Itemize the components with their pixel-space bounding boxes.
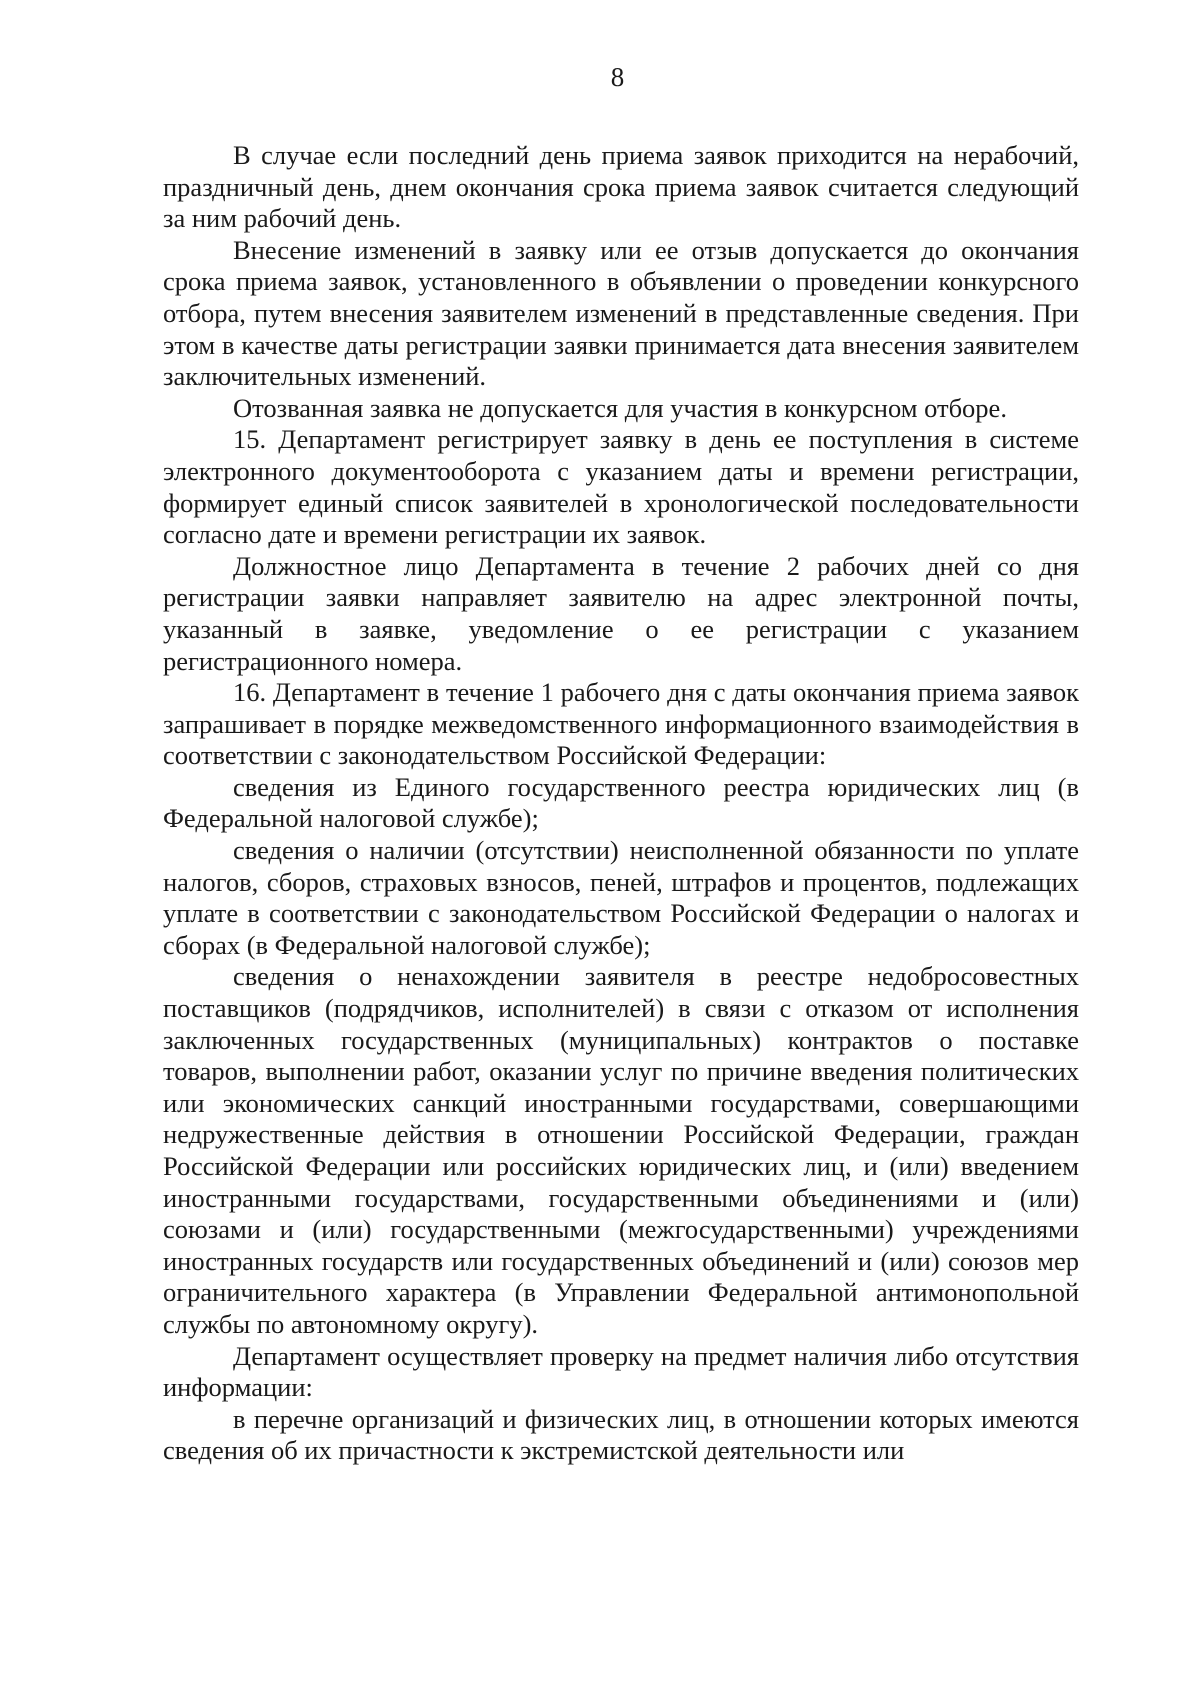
paragraph-unfair-suppliers: сведения о ненахождении заявителя в реестре недобросовестных поставщиков (подрядчиков, исполнителей) в связи с отказом от исполнения заключенных государственных (муниципальных) контрактов о поставке товаров, выполнении работ, оказании услуг по причине введения политических или экономических санкций иностранными государствами, совершающими недружественные действия в отношении Российской Федерации, граждан Российской Федерации или российских юридических лиц, и (или) введением иностранными государствами, государственными объединениями и (или) союзами и (или) государственными (межгосударственными) учреждениями иностранных государств или государственных объединений и (или) союзов мер ограничительного характера (в Управлении Федеральной антимонопольной службы по автономному округу). — [163, 961, 1079, 1339]
paragraph-item-15: 15. Департамент регистрирует заявку в день ее поступления в системе электронного документооборота с указанием даты и времени регистрации, формирует единый список заявителей в хронологической последовательности согласно дате и времени регистрации их заявок. — [163, 424, 1079, 550]
paragraph-extremism-list: в перечне организаций и физических лиц, в отношении которых имеются сведения об их причастности к экстремистской деятельности или — [163, 1403, 1079, 1466]
paragraph-withdrawn-application: Отозванная заявка не допускается для участия в конкурсном отборе. — [233, 392, 1007, 423]
paragraph-application-changes: Внесение изменений в заявку или ее отзыв допускается до окончания срока приема заявок, установленного в объявлении о проведении конкурсного отбора, путем внесения заявителем изменений в представленные сведения. При этом в качестве даты регистрации заявки принимается дата внесения заявителем заключительных изменений. — [163, 234, 1079, 392]
paragraph-deadline-holiday: В случае если последний день приема заявок приходится на нерабочий, праздничный день, днем окончания срока приема заявок считается следующий за ним рабочий день. — [163, 140, 1079, 234]
paragraph-egrul-info: сведения из Единого государственного реестра юридических лиц (в Федеральной налоговой службе); — [163, 771, 1079, 834]
paragraph-tax-obligations: сведения о наличии (отсутствии) неисполненной обязанности по уплате налогов, сборов, страховых взносов, пеней, штрафов и процентов, подлежащих уплате в соответствии с законодательством Российской Федерации о налогах и сборах (в Федеральной налоговой службе); — [163, 835, 1079, 960]
paragraph-registration-notice: Должностное лицо Департамента в течение 2 рабочих дней со дня регистрации заявки направляет заявителю на адрес электронной почты, указанный в заявке, уведомление о ее регистрации с указанием регистрационного номера. — [163, 550, 1079, 676]
paragraph-department-check: Департамент осуществляет проверку на предмет наличия либо отсутствия информации: — [163, 1340, 1079, 1403]
document-body — [163, 140, 1079, 1467]
paragraph-item-16: 16. Департамент в течение 1 рабочего дня с даты окончания приема заявок запрашивает в порядке межведомственного информационного взаимодействия в соответствии с законодательством Российской Федерации: — [163, 677, 1079, 771]
page-number: 8 — [610, 62, 625, 92]
